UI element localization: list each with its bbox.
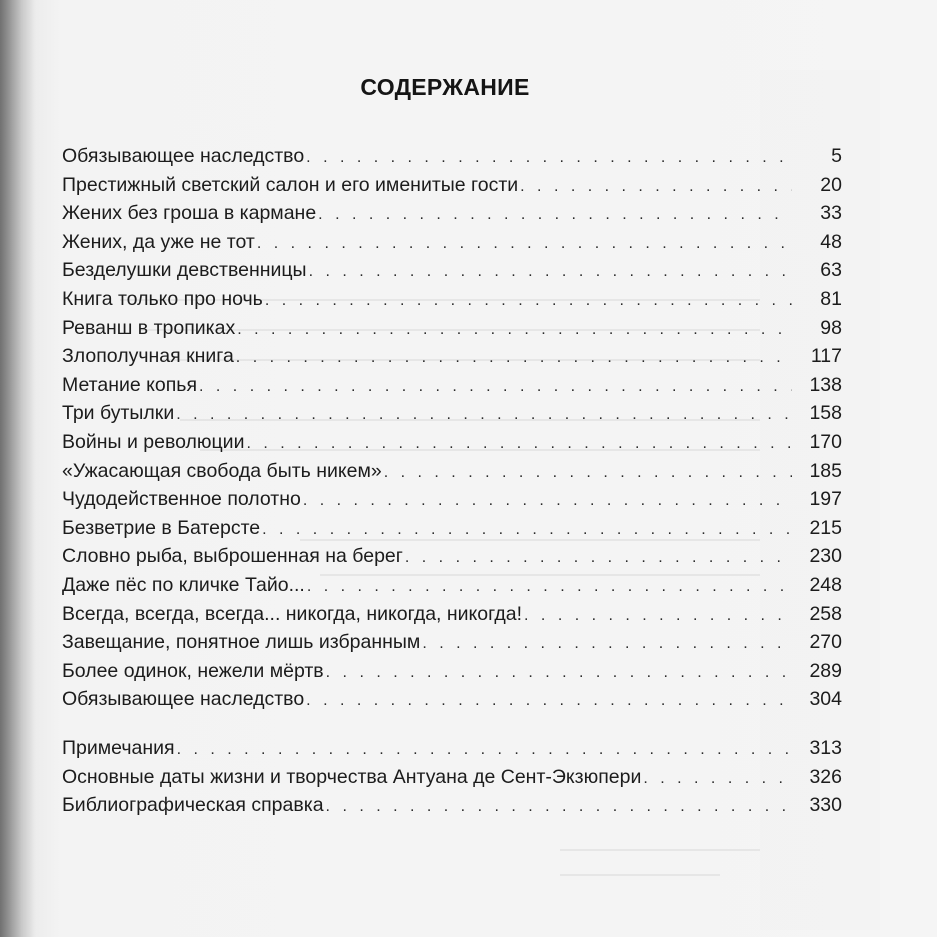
dot-leader [643, 765, 792, 794]
entry-title: Безветрие в Батерсте [62, 516, 261, 539]
dot-leader [306, 144, 792, 173]
entry-title: Примечания [62, 737, 175, 759]
toc-entry[interactable] [62, 314, 842, 343]
toc-entry[interactable] [62, 457, 842, 486]
entry-title: Всегда, всегда, всегда... никогда, никогда, никогда! [62, 602, 523, 625]
entry-title: Завещание, понятное лишь избранным [62, 631, 421, 654]
contents-heading: СОДЕРЖАНИЕ [360, 74, 530, 100]
toc-entry[interactable] [62, 171, 842, 200]
toc-entry[interactable] [62, 685, 842, 714]
dot-leader [422, 630, 792, 659]
dot-leader [318, 201, 792, 230]
toc-entry[interactable] [62, 485, 842, 514]
entry-title: Реванш в тропиках [62, 316, 236, 339]
toc-entry[interactable] [62, 199, 842, 228]
toc-entry[interactable] [62, 514, 842, 543]
dot-leader [303, 487, 792, 516]
entry-title: Три бутылки [62, 402, 175, 425]
entry-title: Злополучная книга [62, 345, 234, 368]
toc-entry[interactable] [62, 399, 842, 428]
toc-entry[interactable] [62, 571, 842, 600]
toc-entry[interactable] [62, 285, 842, 314]
entry-page-number: 197 [809, 488, 842, 511]
entry-title: Престижный светский салон и его именитые гости [62, 173, 519, 196]
dot-leader [384, 459, 792, 488]
toc-entry[interactable] [62, 256, 842, 285]
toc-entry[interactable] [62, 228, 842, 257]
entry-title: Библиографическая справка [62, 794, 324, 817]
entry-page-number: 138 [809, 373, 842, 396]
entry-page-number: 326 [809, 765, 842, 788]
entry-page-number: 258 [809, 602, 842, 625]
entry-title: «Ужасающая свобода быть никем» [62, 459, 382, 482]
entry-title: Даже пёс по кличке Тайо... [62, 573, 305, 596]
entry-title: Безделушки девственницы [62, 259, 307, 282]
dot-leader [257, 230, 792, 259]
entry-page-number: 230 [809, 545, 842, 568]
toc-entry[interactable] [62, 734, 842, 763]
entry-page-number: 304 [809, 688, 842, 711]
dot-leader [405, 544, 792, 573]
entry-page-number: 5 [831, 145, 842, 167]
entry-page-number: 270 [809, 631, 842, 654]
dot-leader [176, 401, 792, 430]
entry-title: Жених, да уже не тот [62, 230, 255, 253]
dot-leader [307, 573, 792, 602]
entry-title: Жених без гроша в кармане [62, 202, 317, 225]
entry-page-number: 313 [809, 737, 842, 759]
dot-leader [306, 687, 792, 716]
toc-entry[interactable] [62, 342, 842, 371]
entry-page-number: 48 [820, 230, 842, 253]
chapter-list [62, 142, 842, 714]
toc-entry[interactable] [62, 428, 842, 457]
entry-title: Более одинок, нежели мёртв [62, 659, 324, 682]
entry-title: Книга только про ночь [62, 287, 263, 310]
spine-shadow [0, 0, 36, 937]
dot-leader [326, 793, 792, 822]
toc-entry[interactable] [62, 600, 842, 629]
toc-entry[interactable] [62, 142, 842, 171]
entry-page-number: 215 [809, 516, 842, 539]
dot-leader [199, 373, 792, 402]
entry-page-number: 63 [820, 259, 842, 282]
dot-leader [237, 316, 792, 345]
dot-leader [326, 659, 792, 688]
toc-entry[interactable] [62, 791, 842, 820]
dot-leader [520, 173, 792, 202]
toc-entry[interactable] [62, 763, 842, 792]
dot-leader [177, 736, 792, 765]
entry-page-number: 185 [809, 459, 842, 482]
entry-page-number: 98 [820, 316, 842, 339]
entry-page-number: 330 [809, 794, 842, 817]
appendix-list [62, 734, 842, 820]
toc-entry[interactable] [62, 628, 842, 657]
dot-leader [246, 430, 792, 459]
toc-entry[interactable] [62, 657, 842, 686]
dot-leader [309, 258, 792, 287]
entry-page-number: 170 [809, 430, 842, 453]
entry-title: Словно рыба, выброшенная на берег [62, 545, 403, 568]
entry-title: Чудодейственное полотно [62, 488, 301, 511]
entry-title: Обязывающее наследство [62, 145, 305, 167]
entry-title: Обязывающее наследство [62, 688, 305, 711]
entry-page-number: 33 [820, 202, 842, 225]
entry-page-number: 20 [820, 173, 842, 196]
entry-title: Метание копья [62, 373, 198, 396]
entry-page-number: 117 [810, 345, 842, 368]
entry-title: Войны и революции [62, 430, 245, 453]
dot-leader [265, 287, 792, 316]
toc-entry[interactable] [62, 371, 842, 400]
entry-page-number: 289 [809, 659, 842, 682]
dot-leader [262, 516, 792, 545]
entry-page-number: 158 [809, 402, 842, 425]
entry-page-number: 248 [809, 573, 842, 596]
dot-leader [236, 344, 792, 373]
entry-title: Основные даты жизни и творчества Антуана де Сент-Экзюпери [62, 765, 642, 788]
entry-page-number: 81 [820, 287, 842, 310]
dot-leader [524, 602, 792, 631]
toc-entry[interactable] [62, 542, 842, 571]
